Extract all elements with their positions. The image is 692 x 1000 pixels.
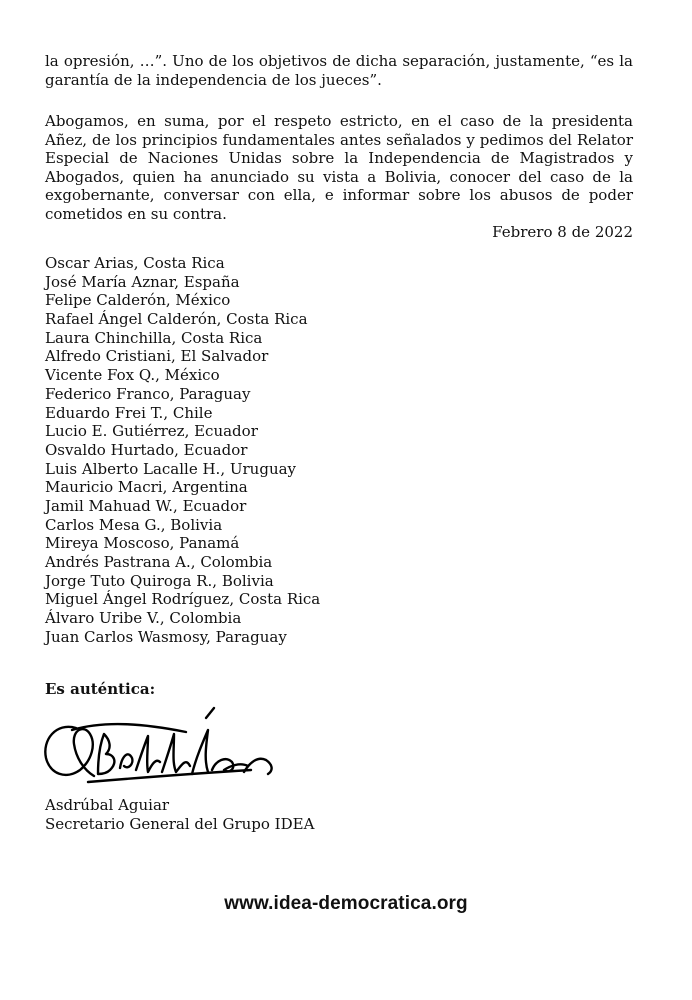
signer-item: Carlos Mesa G., Bolivia — [45, 515, 223, 534]
signer-name: Asdrúbal Aguiar — [45, 796, 170, 814]
letter-date: Febrero 8 de 2022 — [492, 223, 633, 241]
handwritten-signature — [36, 700, 286, 792]
paragraph-2: Abogamos, en suma, por el respeto estricto, en el caso de la presidenta Añez, de los principios fundamentales antes señalados y pedimos del Relator Especial de Naciones Unidas sobre la Independencia de Magistrados y Abogados, quien ha anunciado su vista a Bolivia, conocer del caso de la exgobernante, conversar con ella, e informar sobre los abusos de poder cometidos en su contra. — [45, 112, 633, 223]
signer-item: Jamil Mahuad W., Ecuador — [45, 496, 247, 515]
signer-item: Álvaro Uribe V., Colombia — [45, 609, 242, 628]
signer-item: Mauricio Macri, Argentina — [45, 478, 248, 497]
paragraph-1: la opresión, …”. Uno de los objetivos de dicha separación, justamente, “es la garantía de la independencia de los jueces”. — [45, 52, 633, 89]
signer-item: Luis Alberto Lacalle H., Uruguay — [45, 459, 297, 478]
website-link[interactable]: www.idea-democratica.org — [224, 893, 468, 914]
signer-item: Laura Chinchilla, Costa Rica — [45, 328, 263, 347]
signer-item: Andrés Pastrana A., Colombia — [45, 553, 273, 571]
authentication-label: Es auténtica: — [45, 680, 156, 698]
signer-item: Jorge Tuto Quiroga R., Bolivia — [45, 571, 274, 590]
signer-item: Lucio E. Gutiérrez, Ecuador — [45, 422, 258, 441]
signer-item: Vicente Fox Q., México — [45, 366, 220, 385]
signer-title: Secretario General del Grupo IDEA — [45, 815, 315, 833]
signer-item: Osvaldo Hurtado, Ecuador — [45, 440, 248, 459]
signer-item: Mireya Moscoso, Panamá — [45, 534, 240, 553]
signer-item: Federico Franco, Paraguay — [45, 384, 251, 403]
signer-item: Miguel Ángel Rodríguez, Costa Rica — [45, 590, 321, 609]
signer-item: Juan Carlos Wasmosy, Paraguay — [45, 627, 287, 646]
signer-item: Eduardo Frei T., Chile — [45, 403, 213, 422]
signer-item: Felipe Calderón, México — [45, 291, 231, 310]
signer-item: José María Aznar, España — [45, 272, 240, 291]
signers-list — [45, 254, 320, 646]
signer-item: Alfredo Cristiani, El Salvador — [45, 347, 269, 366]
signer-item: Rafael Ángel Calderón, Costa Rica — [45, 310, 308, 329]
signer-item: Oscar Arias, Costa Rica — [45, 254, 225, 272]
